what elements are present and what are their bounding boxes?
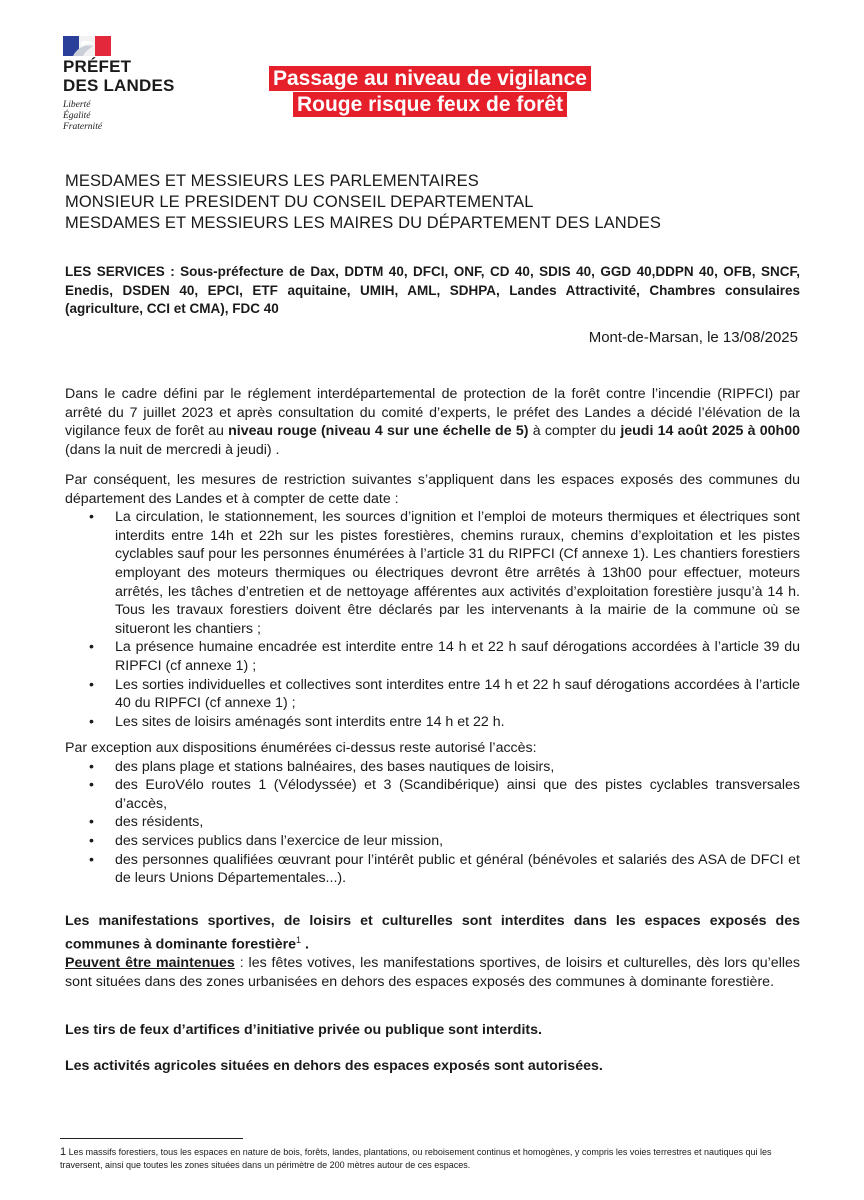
prefet-line-2: DES LANDES: [63, 76, 175, 95]
manifestations-ban-text: Les manifestations sportives, de loisirs et culturelles sont interdites dans les espaces exposés des communes à dominante forestière: [65, 913, 800, 953]
motto-egalite: Égalité: [63, 111, 91, 121]
intro-text-2: à compter du: [528, 423, 621, 440]
intro-start-date: jeudi 14 août 2025 à 00h00: [620, 423, 800, 440]
intro-text-1: Dans le cadre défini par le réglement interdépartemental de protection de la forêt contre l’incendie (RIPFCI) par arrêté du 7 juillet 2023 et après consultation du comité d’experts, le préfet des Landes a décidé l’élévation de la vigilance feux de forêt au: [65, 386, 800, 440]
vigilance-banner: [260, 66, 600, 118]
list-item: • des plans plage et stations balnéaires, des bases nautiques de loisirs,: [115, 758, 800, 777]
banner-line-1: Passage au niveau de vigilance: [269, 66, 591, 91]
intro-level: niveau rouge (niveau 4 sur une échelle de 5): [228, 423, 529, 440]
maintained-text: : les fêtes votives, les manifestations sportives, de loisirs et culturelles, dès lors qu’elles sont situées dans des zones urbanisées en dehors des espaces exposés des communes à dominante forestière.: [65, 954, 800, 990]
manifestations-maintained: [65, 954, 800, 991]
restrictions-list: [65, 508, 800, 731]
list-item: • des résidents,: [115, 813, 800, 832]
addressee-parlementaires: MESDAMES ET MESSIEURS LES PARLEMENTAIRES: [65, 172, 479, 190]
manifestations-section: [65, 912, 800, 991]
republic-motto: [63, 100, 102, 133]
list-item: • Les sites de loisirs aménagés sont interdits entre 14 h et 22 h.: [115, 713, 800, 732]
motto-liberte: Liberté: [63, 100, 91, 110]
exceptions-list: [65, 758, 800, 888]
list-item: • La présence humaine encadrée est interdite entre 14 h et 22 h sauf dérogations accordées à l’article 39 du RIPFCI (cf annexe 1) ;: [115, 638, 800, 675]
place-date: Mont-de-Marsan, le 13/08/2025: [588, 329, 798, 346]
banner-line-2: Rouge risque feux de forêt: [293, 92, 567, 117]
intro-paragraph: [65, 385, 800, 459]
agriculture-allowed: Les activités agricoles situées en dehors des espaces exposés sont autorisées.: [65, 1058, 603, 1074]
addressee-president: MONSIEUR LE PRESIDENT DU CONSEIL DEPARTEMENTAL: [65, 193, 534, 211]
restrictions-section: [65, 471, 800, 731]
marianne-flag-logo: [63, 36, 111, 56]
restrictions-lead: Par conséquent, les mesures de restriction suivantes s’appliquent dans les espaces exposés des communes du département des Landes et à compter de cette date :: [65, 472, 800, 507]
motto-fraternite: Fraternité: [63, 122, 103, 132]
maintained-label: Peuvent être maintenues: [65, 954, 235, 971]
footnote-ref: 1: [296, 934, 302, 945]
manifestations-ban: [65, 912, 800, 954]
addressees-block: [65, 171, 661, 234]
footnote-text: Les massifs forestiers, tous les espaces en nature de bois, forêts, landes, plantations, ou reboisement continus et homogènes, y compris les voies terrestres et nautiques qui les traversent, ainsi que toutes les zones situées dans un périmètre de 200 mètres autour de ces espaces.: [60, 1147, 772, 1170]
manifestations-ban-end: .: [301, 936, 309, 953]
footnote-number: 1: [60, 1146, 67, 1158]
prefecture-name: [63, 57, 175, 95]
services-list: LES SERVICES : Sous-préfecture de Dax, DDTM 40, DFCI, ONF, CD 40, SDIS 40, GGD 40,DDPN 40, OFB, SNCF, Enedis, DSDEN 40, EPCI, ETF aquitaine, UMIH, AML, SDHPA, Landes Attractivité, Chambres consulaires (agriculture, CCI et CMA), FDC 40: [65, 264, 800, 316]
fireworks-ban: Les tirs de feux d’artifices d’initiative privée ou publique sont interdits.: [65, 1022, 542, 1038]
intro-text-3: (dans la nuit de mercredi à jeudi) .: [65, 441, 280, 458]
list-item: • des services publics dans l’exercice de leur mission,: [115, 832, 800, 851]
list-item: • des EuroVélo routes 1 (Vélodyssée) et 3 (Scandibérique) ainsi que des pistes cyclables transversales d’accès,: [115, 776, 800, 813]
exceptions-lead: Par exception aux dispositions énumérées ci-dessus reste autorisé l’accès:: [65, 740, 537, 756]
footnote-divider: [60, 1138, 243, 1139]
addressee-maires: MESDAMES ET MESSIEURS LES MAIRES DU DÉPARTEMENT DES LANDES: [65, 214, 661, 232]
list-item: • des personnes qualifiées œuvrant pour l’intérêt public et général (bénévoles et salariés des ASA de DFCI et de leurs Unions Départementales...).: [115, 851, 800, 888]
prefet-line-1: PRÉFET: [63, 57, 132, 76]
exceptions-section: [65, 739, 800, 888]
footnote: [60, 1146, 802, 1172]
list-item: • La circulation, le stationnement, les sources d’ignition et l’emploi de moteurs thermiques et électriques sont interdits entre 14h et 22h sur les pistes forestières, chemins ruraux, chemins d’exploitation et les pistes cyclables sauf pour les personnes énumérées à l’article 31 du RIPFCI (Cf annexe 1). Les chantiers forestiers employant des moteurs thermiques ou électriques devront être arrêtés à 13h00 pour effectuer, moteurs arrêtés, les tâches d’entretien et de nettoyage afférentes aux activités d’exploitation forestière jusqu’à 14 h. Tous les travaux forestiers doivent être déclarés par les intervenants à la mairie de la commune où se situeront les chantiers ;: [115, 508, 800, 638]
list-item: • Les sorties individuelles et collectives sont interdites entre 14 h et 22 h sauf dérogations accordées à l’article 40 du RIPFCI (cf annexe 1) ;: [115, 676, 800, 713]
